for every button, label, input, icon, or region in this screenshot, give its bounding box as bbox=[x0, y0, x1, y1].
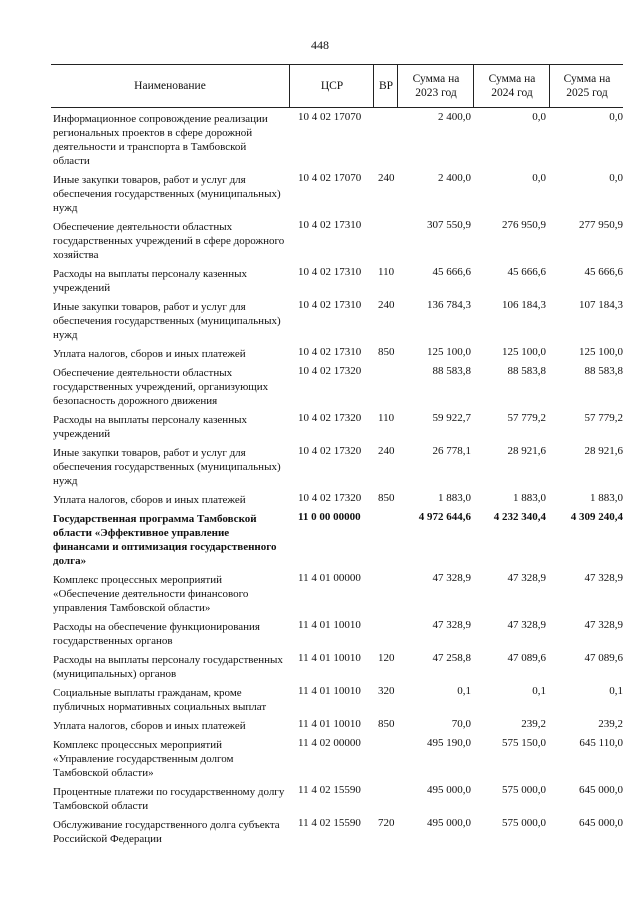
row-sum-2024: 88 583,8 bbox=[507, 365, 546, 377]
row-name: Расходы на выплаты персоналу казенных учреждений bbox=[53, 268, 247, 294]
row-csr: 10 4 02 17310 bbox=[298, 346, 362, 358]
header-sum-2023: Сумма на 2023 год bbox=[397, 65, 474, 107]
row-sum-2024: 0,1 bbox=[532, 685, 546, 697]
table-row bbox=[51, 169, 631, 216]
row-csr: 10 4 02 17320 bbox=[298, 445, 362, 457]
table-row bbox=[51, 781, 631, 814]
row-sum-2023: 26 778,1 bbox=[432, 445, 471, 457]
table-row bbox=[51, 263, 631, 296]
row-csr: 10 4 02 17320 bbox=[298, 365, 362, 377]
row-name: Уплата налогов, сборов и иных платежей bbox=[53, 720, 246, 732]
row-vr: 850 bbox=[378, 492, 395, 504]
row-sum-2023: 125 100,0 bbox=[427, 346, 471, 358]
row-sum-2024: 47 328,9 bbox=[507, 572, 546, 584]
row-sum-2024: 1 883,0 bbox=[513, 492, 546, 504]
row-sum-2024: 0,0 bbox=[532, 111, 546, 123]
row-csr: 10 4 02 17070 bbox=[298, 111, 362, 123]
table-row bbox=[51, 616, 631, 649]
table-row bbox=[51, 362, 631, 409]
row-sum-2024: 276 950,9 bbox=[502, 219, 546, 231]
table-row bbox=[51, 343, 631, 362]
row-sum-2023: 47 328,9 bbox=[432, 572, 471, 584]
table-row bbox=[51, 108, 631, 169]
row-sum-2025: 47 089,6 bbox=[584, 652, 623, 664]
row-csr: 10 4 02 17310 bbox=[298, 219, 362, 231]
row-sum-2025: 1 883,0 bbox=[590, 492, 623, 504]
header-sum-2025: Сумма на 2025 год bbox=[549, 65, 624, 107]
row-csr: 10 4 02 17320 bbox=[298, 412, 362, 424]
row-sum-2025: 107 184,3 bbox=[579, 299, 623, 311]
row-csr: 11 4 02 15590 bbox=[298, 817, 361, 829]
row-sum-2025: 47 328,9 bbox=[584, 572, 623, 584]
table-row bbox=[51, 508, 631, 569]
row-vr: 110 bbox=[378, 412, 395, 424]
table-body bbox=[51, 108, 631, 847]
table-row bbox=[51, 296, 631, 343]
row-name: Иные закупки товаров, работ и услуг для обеспечения государственных (муниципальных) нужд bbox=[53, 301, 281, 341]
header-csr: ЦСР bbox=[289, 65, 374, 107]
row-sum-2023: 47 258,8 bbox=[432, 652, 471, 664]
row-sum-2025: 125 100,0 bbox=[579, 346, 623, 358]
table-row bbox=[51, 734, 631, 781]
row-name: Иные закупки товаров, работ и услуг для обеспечения государственных (муниципальных) нужд bbox=[53, 447, 281, 487]
row-vr: 720 bbox=[378, 817, 395, 829]
row-sum-2023: 70,0 bbox=[451, 718, 471, 730]
row-sum-2025: 645 000,0 bbox=[579, 817, 623, 829]
row-csr: 10 4 02 17310 bbox=[298, 299, 362, 311]
row-sum-2025: 45 666,6 bbox=[584, 266, 623, 278]
row-csr: 11 4 01 10010 bbox=[298, 685, 361, 697]
row-name: Обеспечение деятельности областных государственных учреждений в сфере дорожного хозяйства bbox=[53, 221, 285, 261]
row-csr: 10 4 02 17310 bbox=[298, 266, 362, 278]
row-name: Расходы на обеспечение функционирования государственных органов bbox=[53, 621, 260, 647]
row-name: Социальные выплаты гражданам, кроме публичных нормативных социальных выплат bbox=[53, 687, 267, 713]
row-sum-2023: 2 400,0 bbox=[438, 111, 471, 123]
header-vr: ВР bbox=[373, 65, 398, 107]
row-sum-2025: 4 309 240,4 bbox=[570, 511, 623, 523]
row-name: Расходы на выплаты персоналу государственных (муниципальных) органов bbox=[53, 654, 283, 680]
row-sum-2023: 495 000,0 bbox=[427, 784, 471, 796]
row-sum-2024: 125 100,0 bbox=[502, 346, 546, 358]
row-sum-2024: 47 328,9 bbox=[507, 619, 546, 631]
row-csr: 11 4 02 00000 bbox=[298, 737, 361, 749]
row-sum-2024: 575 000,0 bbox=[502, 817, 546, 829]
row-sum-2024: 106 184,3 bbox=[502, 299, 546, 311]
row-csr: 11 4 02 15590 bbox=[298, 784, 361, 796]
row-sum-2025: 239,2 bbox=[598, 718, 623, 730]
row-csr: 11 4 01 10010 bbox=[298, 718, 361, 730]
table-row bbox=[51, 649, 631, 682]
row-sum-2023: 59 922,7 bbox=[432, 412, 471, 424]
row-vr: 240 bbox=[378, 299, 395, 311]
row-vr: 110 bbox=[378, 266, 395, 278]
row-sum-2025: 0,0 bbox=[609, 111, 623, 123]
row-csr: 10 4 02 17320 bbox=[298, 492, 362, 504]
row-sum-2024: 575 150,0 bbox=[502, 737, 546, 749]
row-sum-2023: 136 784,3 bbox=[427, 299, 471, 311]
table-row bbox=[51, 409, 631, 442]
row-sum-2025: 88 583,8 bbox=[584, 365, 623, 377]
row-sum-2023: 1 883,0 bbox=[438, 492, 471, 504]
row-sum-2023: 0,1 bbox=[457, 685, 471, 697]
row-sum-2025: 57 779,2 bbox=[584, 412, 623, 424]
row-sum-2024: 4 232 340,4 bbox=[493, 511, 546, 523]
row-sum-2024: 239,2 bbox=[521, 718, 546, 730]
row-vr: 850 bbox=[378, 718, 395, 730]
table-row bbox=[51, 682, 631, 715]
row-vr: 240 bbox=[378, 172, 395, 184]
row-sum-2025: 277 950,9 bbox=[579, 219, 623, 231]
header-name: Наименование bbox=[134, 80, 206, 92]
row-sum-2023: 47 328,9 bbox=[432, 619, 471, 631]
row-sum-2024: 45 666,6 bbox=[507, 266, 546, 278]
row-sum-2024: 57 779,2 bbox=[507, 412, 546, 424]
row-name: Комплекс процессных мероприятий «Обеспечение деятельности финансового управления Тамбовской области» bbox=[53, 574, 249, 614]
row-sum-2025: 645 110,0 bbox=[579, 737, 623, 749]
row-vr: 320 bbox=[378, 685, 395, 697]
row-sum-2023: 4 972 644,6 bbox=[418, 511, 471, 523]
row-sum-2025: 0,0 bbox=[609, 172, 623, 184]
row-sum-2023: 495 190,0 bbox=[427, 737, 471, 749]
row-name: Иные закупки товаров, работ и услуг для обеспечения государственных (муниципальных) нужд bbox=[53, 174, 281, 214]
row-name: Комплекс процессных мероприятий «Управление государственным долгом Тамбовской области» bbox=[53, 739, 234, 779]
row-sum-2023: 2 400,0 bbox=[438, 172, 471, 184]
row-csr: 11 4 01 10010 bbox=[298, 619, 361, 631]
table-header bbox=[51, 64, 623, 108]
row-csr: 11 4 01 00000 bbox=[298, 572, 361, 584]
row-sum-2023: 88 583,8 bbox=[432, 365, 471, 377]
row-csr: 10 4 02 17070 bbox=[298, 172, 362, 184]
row-name: Обеспечение деятельности областных государственных учреждений, организующих безопасность дорожного движения bbox=[53, 367, 269, 407]
row-vr: 120 bbox=[378, 652, 395, 664]
row-sum-2025: 645 000,0 bbox=[579, 784, 623, 796]
row-name: Уплата налогов, сборов и иных платежей bbox=[53, 348, 246, 360]
page-number: 448 bbox=[311, 38, 329, 52]
row-name: Государственная программа Тамбовской области «Эффективное управление финансами и оптимизация государственного долга» bbox=[53, 513, 277, 567]
row-name: Информационное сопровождение реализации региональных проектов в сфере дорожной деятельности и транспорта в Тамбовской области bbox=[53, 113, 268, 167]
table-row bbox=[51, 442, 631, 489]
row-sum-2024: 47 089,6 bbox=[507, 652, 546, 664]
row-sum-2024: 575 000,0 bbox=[502, 784, 546, 796]
row-sum-2023: 307 550,9 bbox=[427, 219, 471, 231]
table-row bbox=[51, 489, 631, 508]
row-sum-2025: 0,1 bbox=[609, 685, 623, 697]
row-sum-2025: 28 921,6 bbox=[584, 445, 623, 457]
row-sum-2024: 28 921,6 bbox=[507, 445, 546, 457]
header-sum-2024: Сумма на 2024 год bbox=[473, 65, 550, 107]
row-name: Процентные платежи по государственному долгу Тамбовской области bbox=[53, 786, 285, 812]
row-csr: 11 4 01 10010 bbox=[298, 652, 361, 664]
row-name: Уплата налогов, сборов и иных платежей bbox=[53, 494, 246, 506]
row-vr: 240 bbox=[378, 445, 395, 457]
row-name: Обслуживание государственного долга субъекта Российской Федерации bbox=[53, 819, 280, 845]
table-row bbox=[51, 715, 631, 734]
table-row bbox=[51, 814, 631, 847]
row-csr: 11 0 00 00000 bbox=[298, 511, 361, 523]
row-sum-2025: 47 328,9 bbox=[584, 619, 623, 631]
row-name: Расходы на выплаты персоналу казенных учреждений bbox=[53, 414, 247, 440]
table-row bbox=[51, 569, 631, 616]
table-row bbox=[51, 216, 631, 263]
row-vr: 850 bbox=[378, 346, 395, 358]
row-sum-2023: 495 000,0 bbox=[427, 817, 471, 829]
row-sum-2023: 45 666,6 bbox=[432, 266, 471, 278]
row-sum-2024: 0,0 bbox=[532, 172, 546, 184]
